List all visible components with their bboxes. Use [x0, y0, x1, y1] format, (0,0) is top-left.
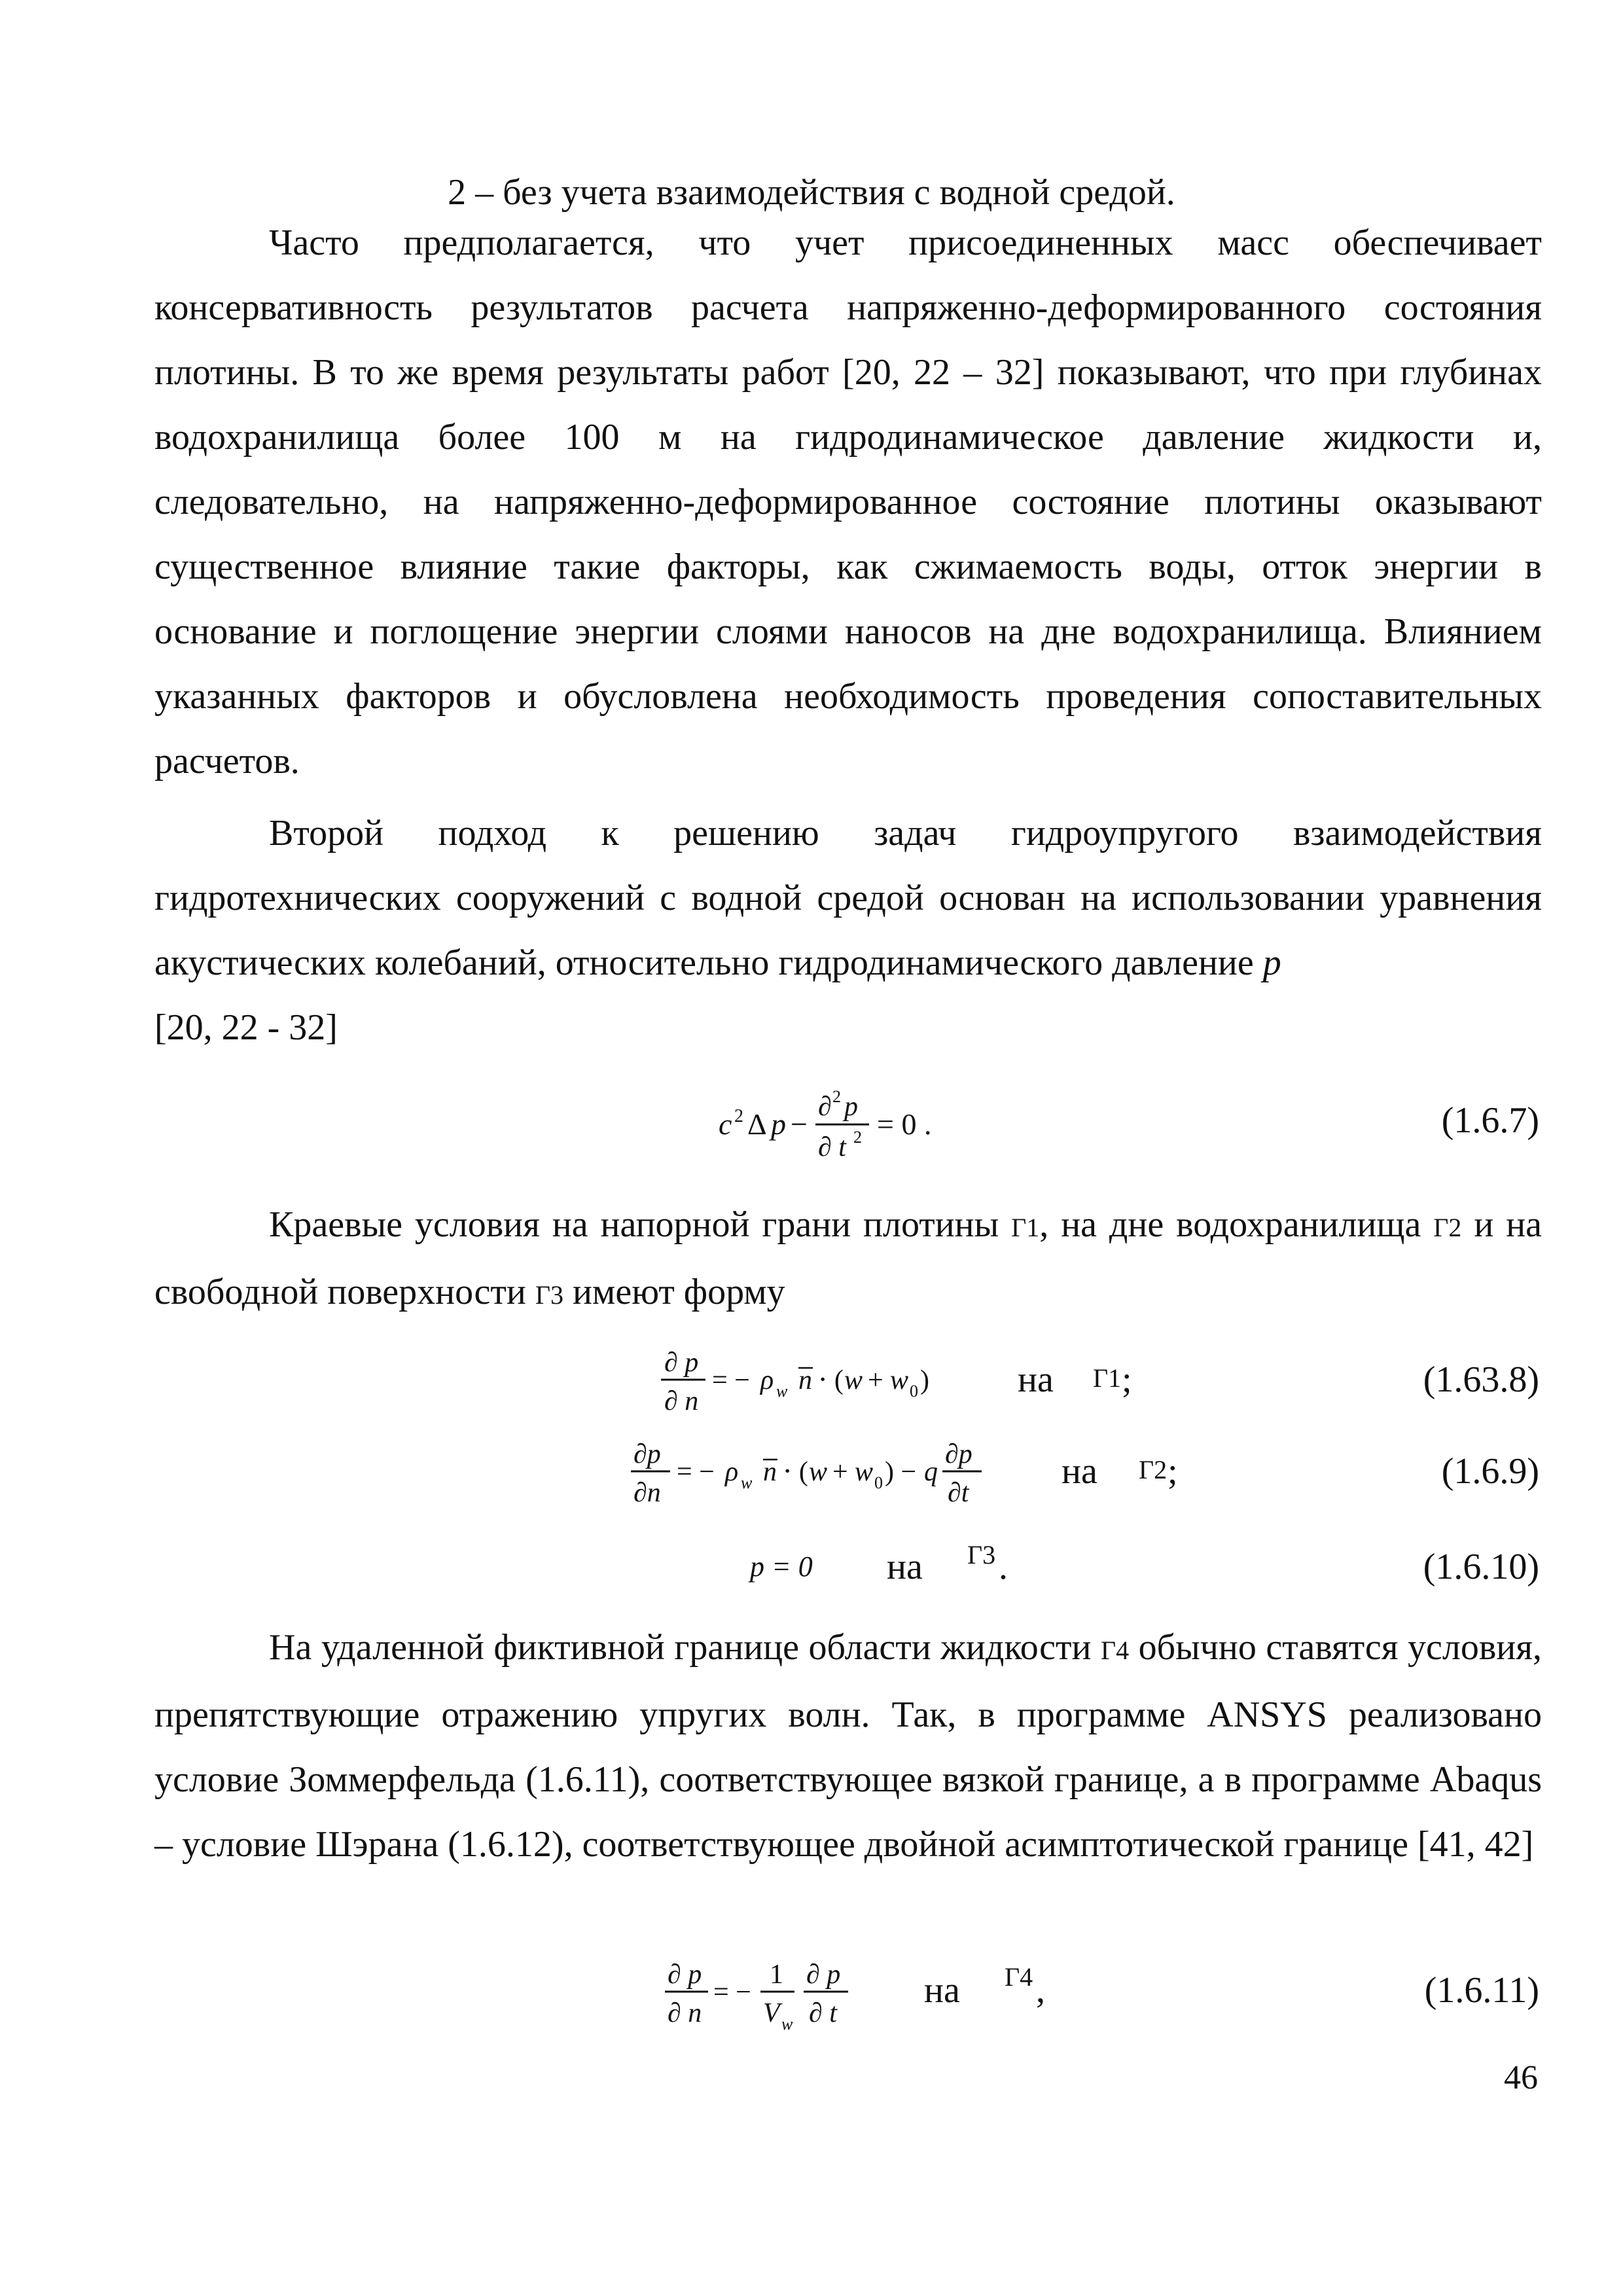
svg-text:∂ n: ∂ n: [668, 1998, 702, 2028]
equation-1-6-11: [0, 1947, 1623, 2052]
equation-1-63-8: [0, 1335, 1623, 1440]
svg-text:0: 0: [910, 1382, 918, 1401]
svg-text:q: q: [924, 1457, 938, 1487]
equation-1-6-11-formula: [0, 1947, 1623, 2052]
svg-text:+: +: [868, 1365, 883, 1395]
equation-1-63-8-on: на: [1018, 1359, 1054, 1400]
equation-1-6-7-formula: [0, 1073, 1623, 1178]
svg-text:∂ p: ∂ p: [664, 1348, 699, 1378]
equation-1-6-11-tail: ,: [1036, 1970, 1045, 2011]
equation-1-6-9: [0, 1427, 1623, 1532]
svg-text:w: w: [844, 1365, 863, 1395]
equation-1-63-8-boundary: Γ1: [1093, 1363, 1122, 1393]
equation-1-6-10-on: на: [887, 1547, 923, 1587]
svg-text:= −: = −: [712, 1365, 750, 1395]
svg-text:p: p: [771, 1107, 786, 1141]
svg-text:1: 1: [770, 1960, 783, 1990]
svg-text:∂ n: ∂ n: [664, 1386, 699, 1416]
svg-text:∂p: ∂p: [633, 1439, 661, 1469]
boundary-conditions-text-4: на свободной поверхности: [154, 1204, 1543, 1312]
paragraph-second-approach: [154, 801, 1542, 1060]
equation-1-6-9-formula: [0, 1427, 1623, 1532]
svg-text:n: n: [763, 1457, 777, 1487]
pressure-variable: p: [1262, 942, 1281, 983]
equation-1-6-11-boundary: Γ4: [1005, 1962, 1033, 1992]
svg-text:∂p: ∂p: [945, 1439, 972, 1469]
svg-text:Δ: Δ: [747, 1107, 767, 1141]
svg-text:∂t: ∂t: [948, 1478, 969, 1508]
boundary-conditions-text-3: и: [1474, 1204, 1494, 1245]
svg-text:2: 2: [832, 1087, 841, 1106]
svg-text:= −: = −: [677, 1457, 715, 1487]
svg-text:) −: ) −: [885, 1457, 917, 1487]
paragraph-second-approach-text: Второй подход к решению задач гидроупругого взаимодействия гидротехнических сооружений с водной средой основан на использовании уравнения акустических колебаний, относительно гидродинамического давление: [154, 813, 1542, 983]
equation-1-63-8-formula: [0, 1335, 1623, 1440]
svg-text:∂n: ∂n: [633, 1478, 661, 1508]
gamma-2: Γ2: [1433, 1213, 1462, 1242]
equation-1-6-10-boundary: Γ3: [967, 1540, 996, 1570]
svg-text:w: w: [741, 1473, 753, 1492]
boundary-conditions-text-1: Краевые условия на напорной грани плотины: [269, 1204, 999, 1245]
header-line: 2 – без учета взаимодействия с водной средой.: [448, 172, 1175, 213]
fictive-boundary-text-1: На удаленной фиктивной границе области жидкости: [269, 1627, 1092, 1668]
svg-text:w: w: [855, 1457, 874, 1487]
svg-text:V: V: [763, 1998, 780, 2028]
fictive-boundary-text-2: обычно ставятся условия, препятствующие отражению упругих волн. Так, в программе ANSYS реализовано условие Зоммерфельда (1.6.11), соответствующее вязкой границе, а в программе Abaqus – условие Шэрана (1.6.12), соответствующее двойной асимптотической границе [41, 42]: [154, 1627, 1542, 1865]
svg-text:= −: = −: [713, 1977, 751, 2007]
equation-1-6-9-number: (1.6.9): [1441, 1451, 1539, 1492]
gamma-1: Γ1: [1011, 1213, 1040, 1242]
svg-text:ρ: ρ: [760, 1365, 774, 1395]
equation-1-63-8-number: (1.63.8): [1423, 1359, 1539, 1400]
svg-text:⋅ (: ⋅ (: [783, 1457, 808, 1487]
svg-text:⋅ (: ⋅ (: [818, 1365, 844, 1395]
boundary-conditions-text-2: , на дне водохранилища: [1039, 1204, 1421, 1245]
svg-text:2: 2: [734, 1106, 743, 1126]
equation-1-6-9-tail: ;: [1168, 1451, 1178, 1492]
equation-1-6-10-tail: .: [999, 1547, 1008, 1587]
svg-text:∂ t: ∂ t: [809, 1998, 837, 2028]
equation-1-63-8-tail: ;: [1122, 1359, 1132, 1400]
svg-text:p: p: [844, 1092, 858, 1122]
gamma-4: Γ4: [1100, 1636, 1130, 1665]
paragraph-attached-masses: Часто предполагается, что учет присоединенных масс обеспечивает консервативность результатов расчета напряженно-деформированного состояния плотины. В то же время результаты работ [20, 22 – 32] показывают, что при глубинах водохранилища более 100 м на гидродинамическое давление жидкости и, следовательно, на напряженно-деформированное состояние плотины оказывают существенное влияние такие факторы, как сжимаемость воды, отток энергии в основание и поглощение энергии слоями наносов на дне водохранилища. Влиянием указанных факторов и обусловлена необходимость проведения сопоставительных расчетов.: [154, 223, 1542, 781]
svg-text:∂ t: ∂ t: [818, 1132, 846, 1162]
equation-1-6-9-boundary: Γ2: [1139, 1455, 1168, 1484]
svg-text:): ): [920, 1365, 929, 1395]
equation-1-6-7-number: (1.6.7): [1441, 1100, 1539, 1141]
svg-text:c: c: [719, 1107, 732, 1141]
svg-text:2: 2: [853, 1128, 862, 1147]
equation-1-6-11-on: на: [924, 1970, 960, 2011]
svg-text:w: w: [809, 1457, 828, 1487]
equation-1-6-7: [0, 1073, 1623, 1178]
equation-1-6-10-number: (1.6.10): [1423, 1547, 1539, 1587]
paragraph-second-approach-refs: [20, 22 - 32]: [154, 1007, 338, 1048]
boundary-conditions-text-5: имеют форму: [572, 1272, 785, 1312]
paragraph-fictive-boundary: [154, 1615, 1542, 1877]
svg-text:∂ p: ∂ p: [668, 1960, 702, 1990]
svg-text:n: n: [798, 1365, 812, 1395]
svg-text:ρ: ρ: [725, 1457, 739, 1487]
svg-text:= 0 .: = 0 .: [877, 1107, 932, 1141]
svg-text:∂: ∂: [818, 1092, 832, 1122]
svg-text:−: −: [791, 1107, 808, 1141]
equation-1-6-10-lhs: p = 0: [750, 1551, 813, 1583]
equation-1-6-9-on: на: [1061, 1451, 1097, 1492]
svg-text:w: w: [776, 1382, 788, 1401]
svg-text:w: w: [781, 2015, 793, 2034]
svg-text:∂ p: ∂ p: [806, 1960, 841, 1990]
paragraph-boundary-conditions: [154, 1193, 1542, 1327]
svg-text:+: +: [832, 1457, 848, 1487]
gamma-3: Γ3: [535, 1280, 563, 1310]
page-number: 46: [1504, 2059, 1538, 2096]
svg-text:0: 0: [874, 1473, 883, 1492]
equation-1-6-11-number: (1.6.11): [1424, 1970, 1539, 2011]
svg-text:w: w: [890, 1365, 909, 1395]
